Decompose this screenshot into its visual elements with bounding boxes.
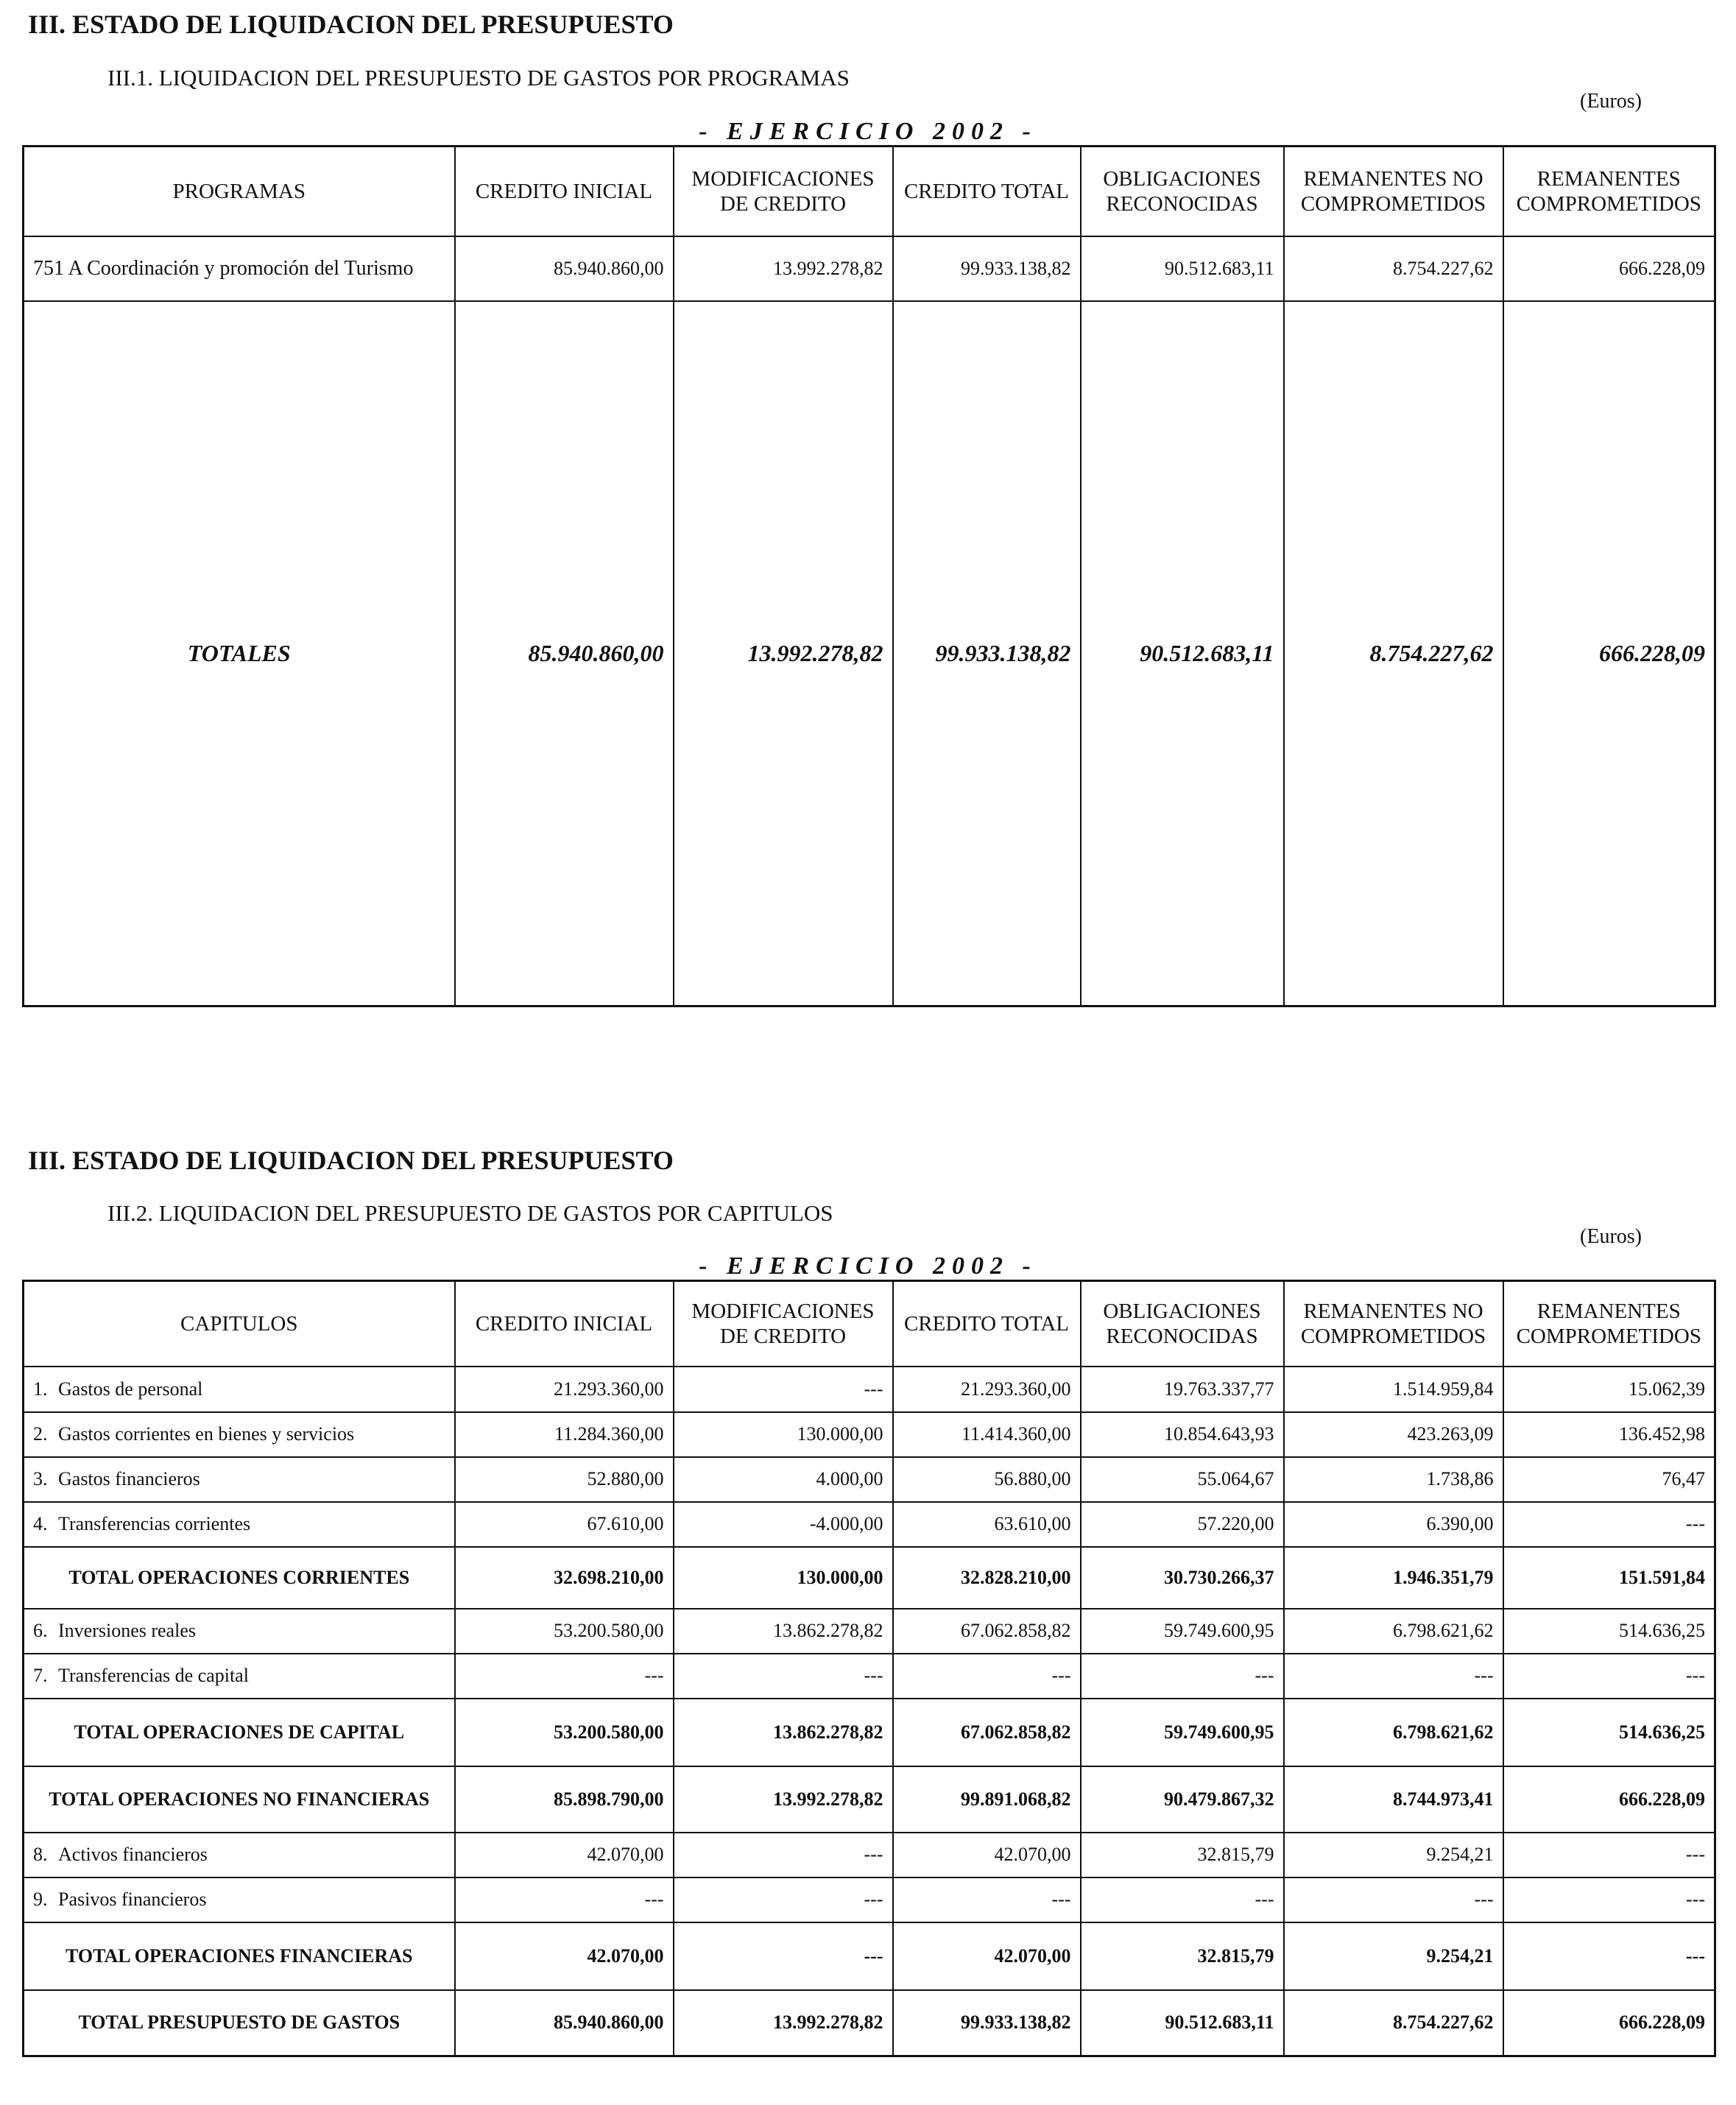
cell-value: 67.062.858,82 [893, 1609, 1081, 1654]
cell-value: --- [455, 1654, 674, 1699]
cell-value: 21.293.360,00 [893, 1367, 1081, 1412]
total-label: TOTAL PRESUPUESTO DE GASTOS [24, 1990, 455, 2056]
cell-value: 42.070,00 [893, 1833, 1081, 1877]
capitulo-cell [24, 1609, 455, 1654]
capitulo-cell [24, 1654, 455, 1699]
capitulos-table [22, 1280, 1716, 2057]
cell-value: --- [1284, 1877, 1503, 1922]
col-header-capitulos: CAPITULOS [24, 1281, 455, 1367]
total-value: 666.228,09 [1503, 301, 1715, 1006]
cell-value: 52.880,00 [455, 1457, 674, 1502]
cell-value: 13.992.278,82 [674, 236, 893, 301]
total-value: 1.946.351,79 [1284, 1547, 1503, 1609]
cell-value: 19.763.337,77 [1081, 1367, 1284, 1412]
total-value: 666.228,09 [1503, 1766, 1715, 1833]
capitulo-label: Gastos financieros [58, 1468, 200, 1489]
total-value: 99.933.138,82 [893, 1990, 1081, 2056]
total-value: 85.940.860,00 [455, 1990, 674, 2056]
col-header-remanentes: REMANENTES COMPROMETIDOS [1503, 147, 1715, 236]
capitulo-number: 1. [33, 1378, 48, 1400]
capitulo-number: 8. [33, 1844, 48, 1865]
section1-heading: III. ESTADO DE LIQUIDACION DEL PRESUPUESTO [28, 10, 674, 39]
capitulo-label: Inversiones reales [58, 1620, 196, 1641]
cell-value: 6.390,00 [1284, 1502, 1503, 1547]
cell-value: --- [674, 1877, 893, 1922]
total-row [24, 1990, 1715, 2056]
total-row [24, 1699, 1715, 1766]
capitulo-cell [24, 1877, 455, 1922]
table-row [24, 1833, 1715, 1877]
total-value: 90.479.867,32 [1081, 1766, 1284, 1833]
capitulo-number: 6. [33, 1620, 48, 1641]
cell-value: 67.610,00 [455, 1502, 674, 1547]
capitulo-label: Activos financieros [58, 1844, 208, 1865]
total-value: 13.992.278,82 [674, 301, 893, 1006]
capitulo-cell [24, 1457, 455, 1502]
total-value: --- [674, 1922, 893, 1990]
cell-value: 6.798.621,62 [1284, 1609, 1503, 1654]
capitulo-number: 7. [33, 1665, 48, 1686]
cell-value: --- [455, 1877, 674, 1922]
cell-value: --- [674, 1367, 893, 1412]
total-value: 130.000,00 [674, 1547, 893, 1609]
capitulo-cell [24, 1367, 455, 1412]
total-value: 13.862.278,82 [674, 1699, 893, 1766]
section2-unit: (Euros) [1580, 1225, 1642, 1248]
cell-value: 76,47 [1503, 1457, 1715, 1502]
cell-value: 10.854.643,93 [1081, 1412, 1284, 1457]
col-header-remanentes-no: REMANENTES NO COMPROMETIDOS [1284, 1281, 1503, 1367]
cell-value: 1.738,86 [1284, 1457, 1503, 1502]
total-value: 6.798.621,62 [1284, 1699, 1503, 1766]
total-value: 8.754.227,62 [1284, 301, 1503, 1006]
total-label: TOTAL OPERACIONES CORRIENTES [24, 1547, 455, 1609]
total-value: 8.744.973,41 [1284, 1766, 1503, 1833]
total-label: TOTAL OPERACIONES FINANCIERAS [24, 1922, 455, 1990]
section2-heading: III. ESTADO DE LIQUIDACION DEL PRESUPUESTO [28, 1146, 674, 1175]
total-value: 85.898.790,00 [455, 1766, 674, 1833]
capitulo-label: Gastos corrientes en bienes y servicios [58, 1423, 355, 1445]
cell-value: 13.862.278,82 [674, 1609, 893, 1654]
cell-value: 8.754.227,62 [1284, 236, 1503, 301]
capitulo-label: Gastos de personal [58, 1378, 203, 1400]
capitulo-cell [24, 1412, 455, 1457]
total-row [24, 1547, 1715, 1609]
cell-value: 57.220,00 [1081, 1502, 1284, 1547]
table-row [24, 1367, 1715, 1412]
section2-subheading: III.2. LIQUIDACION DEL PRESUPUESTO DE GASTOS POR CAPITULOS [107, 1200, 833, 1226]
section1-unit: (Euros) [1580, 90, 1642, 113]
cell-value: 4.000,00 [674, 1457, 893, 1502]
total-value: 30.730.266,37 [1081, 1547, 1284, 1609]
section1-subheading: III.1. LIQUIDACION DEL PRESUPUESTO DE GASTOS POR PROGRAMAS [107, 65, 850, 91]
cell-value: --- [1081, 1654, 1284, 1699]
cell-value: 136.452,98 [1503, 1412, 1715, 1457]
total-value: 67.062.858,82 [893, 1699, 1081, 1766]
col-header-modificaciones: MODIFICACIONES DE CREDITO [674, 147, 893, 236]
table-row [24, 1457, 1715, 1502]
table-row [24, 1654, 1715, 1699]
col-header-credito-total: CREDITO TOTAL [893, 1281, 1081, 1367]
totales-row [24, 301, 1715, 1006]
cell-value: 42.070,00 [455, 1833, 674, 1877]
total-value: 32.815,79 [1081, 1922, 1284, 1990]
cell-value: -4.000,00 [674, 1502, 893, 1547]
cell-value: 9.254,21 [1284, 1833, 1503, 1877]
table-row [24, 1877, 1715, 1922]
col-header-remanentes-no: REMANENTES NO COMPROMETIDOS [1284, 147, 1503, 236]
cell-value: --- [1503, 1833, 1715, 1877]
cell-value: 423.263,09 [1284, 1412, 1503, 1457]
capitulo-number: 2. [33, 1423, 48, 1445]
cell-value: 90.512.683,11 [1081, 236, 1284, 301]
cell-value: --- [1503, 1654, 1715, 1699]
total-value: 32.698.210,00 [455, 1547, 674, 1609]
total-value: --- [1503, 1922, 1715, 1990]
col-header-programas: PROGRAMAS [24, 147, 455, 236]
capitulo-cell [24, 1502, 455, 1547]
total-value: 13.992.278,82 [674, 1766, 893, 1833]
programa-label: 751 A Coordinación y promoción del Turismo [24, 236, 455, 301]
col-header-modificaciones: MODIFICACIONES DE CREDITO [674, 1281, 893, 1367]
total-value: 99.891.068,82 [893, 1766, 1081, 1833]
total-value: 85.940.860,00 [455, 301, 674, 1006]
cell-value: 11.414.360,00 [893, 1412, 1081, 1457]
capitulo-cell [24, 1833, 455, 1877]
total-label: TOTAL OPERACIONES DE CAPITAL [24, 1699, 455, 1766]
col-header-credito-inicial: CREDITO INICIAL [455, 147, 674, 236]
cell-value: 99.933.138,82 [893, 236, 1081, 301]
total-value: 99.933.138,82 [893, 301, 1081, 1006]
programas-header-row [24, 147, 1715, 236]
cell-value: 15.062,39 [1503, 1367, 1715, 1412]
total-value: 90.512.683,11 [1081, 301, 1284, 1006]
cell-value: 130.000,00 [674, 1412, 893, 1457]
table-row [24, 1412, 1715, 1457]
total-value: 666.228,09 [1503, 1990, 1715, 2056]
total-row [24, 1922, 1715, 1990]
cell-value: --- [893, 1654, 1081, 1699]
total-row [24, 1766, 1715, 1833]
cell-value: 666.228,09 [1503, 236, 1715, 301]
cell-value: 21.293.360,00 [455, 1367, 674, 1412]
capitulo-label: Transferencias de capital [58, 1665, 249, 1686]
cell-value: 59.749.600,95 [1081, 1609, 1284, 1654]
total-value: 151.591,84 [1503, 1547, 1715, 1609]
total-value: 8.754.227,62 [1284, 1990, 1503, 2056]
capitulo-label: Transferencias corrientes [58, 1513, 251, 1534]
capitulo-number: 9. [33, 1889, 48, 1910]
cell-value: 63.610,00 [893, 1502, 1081, 1547]
total-value: 42.070,00 [455, 1922, 674, 1990]
total-value: 9.254,21 [1284, 1922, 1503, 1990]
total-value: 32.828.210,00 [893, 1547, 1081, 1609]
cell-value: --- [1503, 1877, 1715, 1922]
cell-value: --- [674, 1833, 893, 1877]
totales-label: TOTALES [24, 301, 455, 1006]
total-label: TOTAL OPERACIONES NO FINANCIERAS [24, 1766, 455, 1833]
cell-value: 85.940.860,00 [455, 236, 674, 301]
cell-value: 1.514.959,84 [1284, 1367, 1503, 1412]
capitulo-label: Pasivos financieros [58, 1889, 207, 1910]
cell-value: --- [674, 1654, 893, 1699]
cell-value: --- [1503, 1502, 1715, 1547]
table-row [24, 1502, 1715, 1547]
cell-value: 56.880,00 [893, 1457, 1081, 1502]
cell-value: 55.064,67 [1081, 1457, 1284, 1502]
col-header-credito-inicial: CREDITO INICIAL [455, 1281, 674, 1367]
col-header-obligaciones: OBLIGACIONES RECONOCIDAS [1081, 147, 1284, 236]
total-value: 59.749.600,95 [1081, 1699, 1284, 1766]
cell-value: 53.200.580,00 [455, 1609, 674, 1654]
table-row [24, 236, 1715, 301]
programas-table [22, 145, 1716, 1007]
table-row [24, 1609, 1715, 1654]
capitulo-number: 4. [33, 1513, 48, 1534]
total-value: 90.512.683,11 [1081, 1990, 1284, 2056]
section1-ejercicio: - EJERCICIO 2002 - [699, 118, 1037, 145]
cell-value: 32.815,79 [1081, 1833, 1284, 1877]
capitulo-number: 3. [33, 1468, 48, 1489]
col-header-credito-total: CREDITO TOTAL [893, 147, 1081, 236]
cell-value: --- [1081, 1877, 1284, 1922]
cell-value: --- [893, 1877, 1081, 1922]
cell-value: 11.284.360,00 [455, 1412, 674, 1457]
cell-value: 514.636,25 [1503, 1609, 1715, 1654]
cell-value: --- [1284, 1654, 1503, 1699]
total-value: 53.200.580,00 [455, 1699, 674, 1766]
total-value: 13.992.278,82 [674, 1990, 893, 2056]
col-header-obligaciones: OBLIGACIONES RECONOCIDAS [1081, 1281, 1284, 1367]
total-value: 514.636,25 [1503, 1699, 1715, 1766]
capitulos-header-row [24, 1281, 1715, 1367]
col-header-remanentes: REMANENTES COMPROMETIDOS [1503, 1281, 1715, 1367]
section2-ejercicio: - EJERCICIO 2002 - [699, 1252, 1037, 1280]
total-value: 42.070,00 [893, 1922, 1081, 1990]
